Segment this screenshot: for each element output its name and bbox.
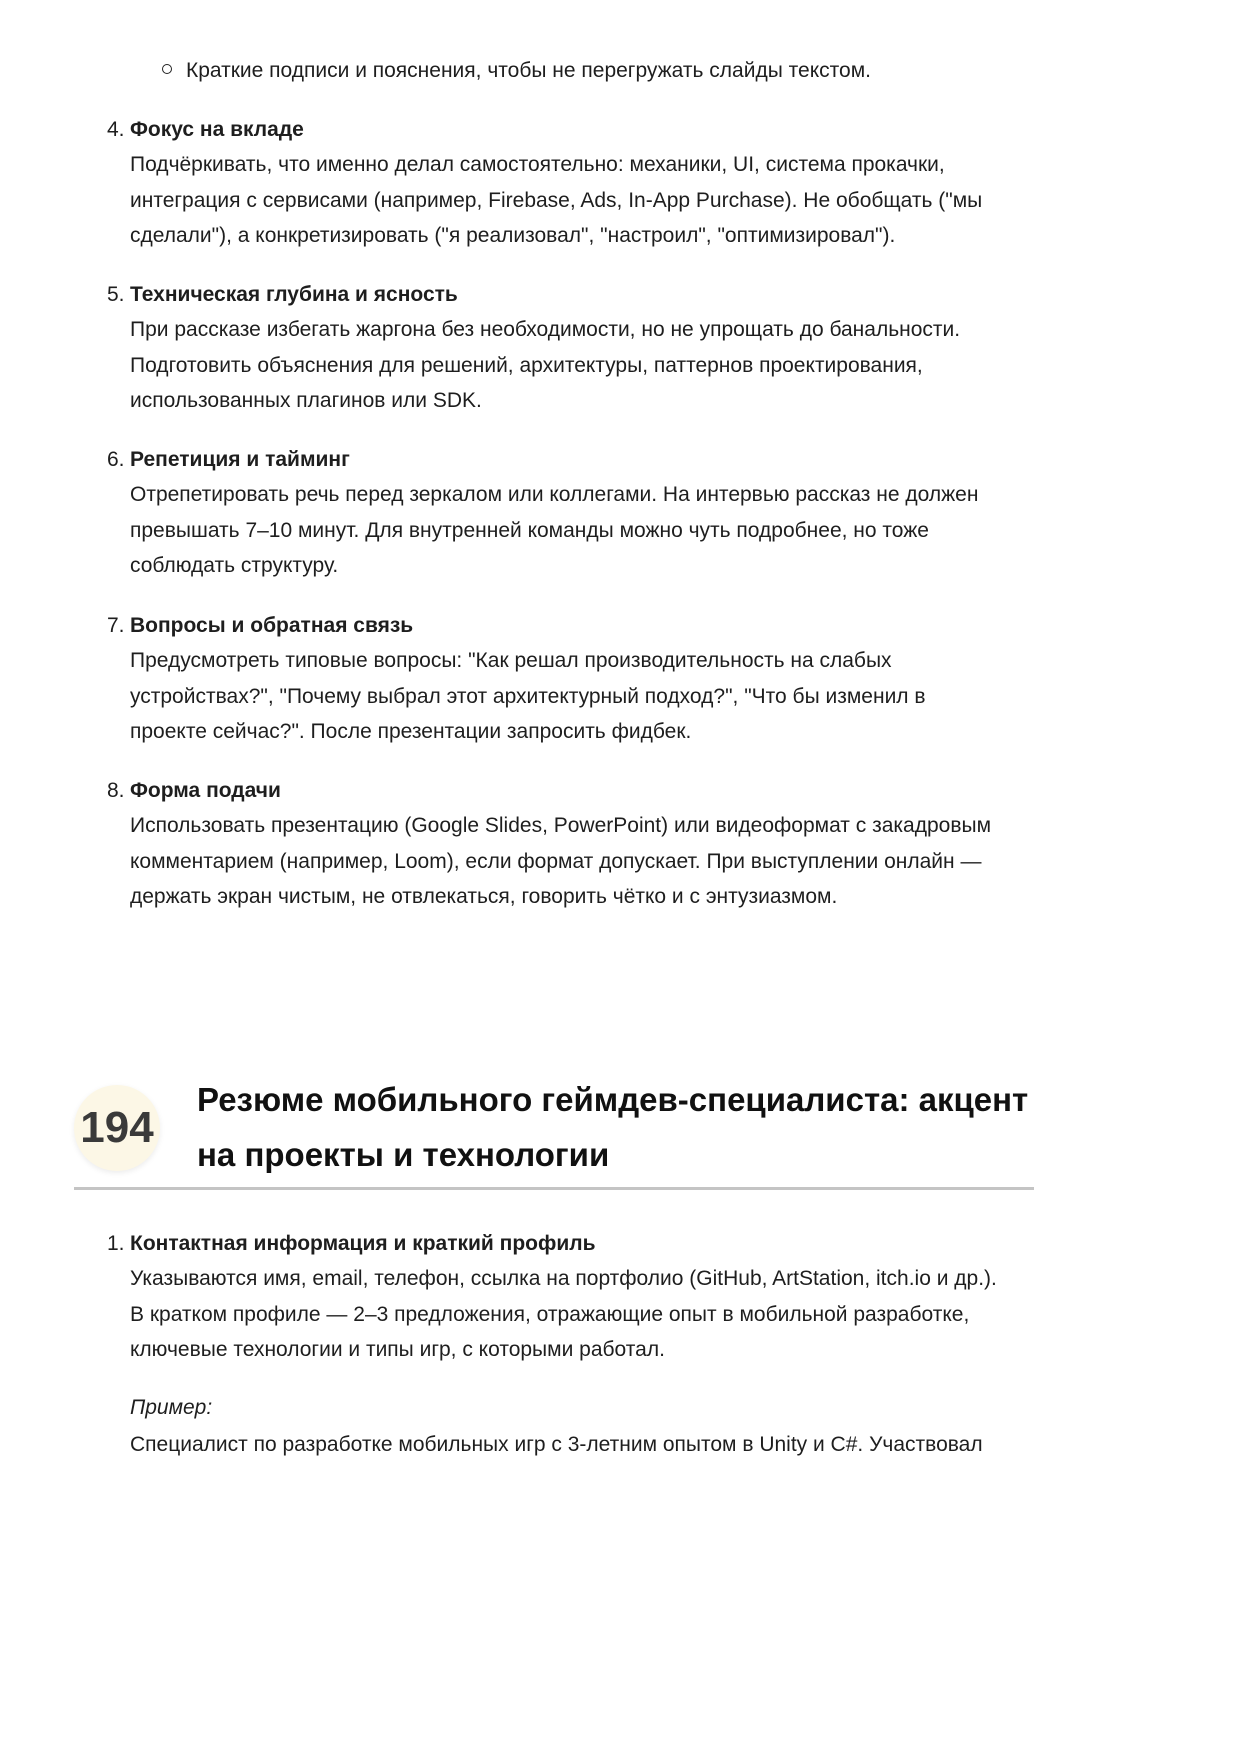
list-item-text-line: Подготовить объяснения для решений, архитектуры, паттернов проектирования, — [130, 353, 923, 377]
list-item-text-line: При рассказе избегать жаргона без необходимости, но не упрощать до банальности. — [130, 318, 961, 341]
example-label: Пример: — [130, 1396, 213, 1419]
list-item-title: Техническая глубина и ясность — [130, 283, 458, 306]
list-item-text-line: держать экран чистым, не отвлекаться, говорить чётко и с энтузиазмом. — [130, 885, 838, 909]
list-item-number: 4. — [107, 118, 125, 141]
list-item-number: 6. — [107, 448, 125, 471]
list-item-text-line: устройствах?", "Почему выбрал этот архитектурный подход?", "Что бы изменил в — [130, 684, 926, 708]
bullet-circle-icon — [162, 64, 172, 74]
list-item-number: 5. — [107, 283, 125, 306]
list-item-text-line: Предусмотреть типовые вопросы: "Как решал производительность на слабых — [130, 649, 892, 672]
list-item-text-line: ключевые технологии и типы игр, с которыми работал. — [130, 1338, 665, 1362]
list-item-text-line: сделали"), а конкретизировать ("я реализовал", "настроил", "оптимизировал"). — [130, 224, 896, 248]
section-number-badge: 194 — [74, 1085, 160, 1171]
section-divider — [74, 1187, 1034, 1190]
list-item-text-line: проекте сейчас?". После презентации запросить фидбек. — [130, 720, 692, 744]
bullet-text: Краткие подписи и пояснения, чтобы не перегружать слайды текстом. — [186, 59, 871, 82]
list-item-text-line: комментарием (например, Loom), если формат допускает. При выступлении онлайн — — [130, 849, 982, 873]
example-text: Специалист по разработке мобильных игр с 3-летним опытом в Unity и C#. Участвовал — [130, 1433, 983, 1456]
list-item-text-line: Указываются имя, email, телефон, ссылка на портфолио (GitHub, ArtStation, itch.io и др.). — [130, 1267, 997, 1290]
list-item-text-line: В кратком профиле — 2–3 предложения, отражающие опыт в мобильной разработке, — [130, 1302, 970, 1326]
list-item-title: Вопросы и обратная связь — [130, 614, 414, 637]
list-item-number: 7. — [107, 614, 125, 637]
list-item-text-line: Подчёркивать, что именно делал самостоятельно: механики, UI, система прокачки, — [130, 153, 945, 176]
list-item-text-line: интеграция с сервисами (например, Firebase, Ads, In-App Purchase). Не обобщать ("мы — [130, 188, 983, 212]
list-item-text-line: соблюдать структуру. — [130, 554, 339, 578]
list-item-title: Репетиция и тайминг — [130, 448, 350, 471]
list-item-title: Форма подачи — [130, 779, 281, 802]
section-title-line-1: Резюме мобильного геймдев-специалиста: акцент — [197, 1081, 1029, 1118]
list-item-text-line: Использовать презентацию (Google Slides, PowerPoint) или видеоформат с закадровым — [130, 814, 992, 837]
list-item-title: Контактная информация и краткий профиль — [130, 1232, 596, 1255]
list-item-number: 8. — [107, 779, 125, 802]
list-item-text-line: превышать 7–10 минут. Для внутренней команды можно чуть подробнее, но тоже — [130, 518, 929, 542]
list-item-text-line: использованных плагинов или SDK. — [130, 389, 482, 413]
list-item-title: Фокус на вкладе — [130, 118, 304, 141]
list-item-number: 1. — [107, 1232, 125, 1255]
section-title-line-2: на проекты и технологии — [197, 1136, 610, 1173]
list-item-text-line: Отрепетировать речь перед зеркалом или коллегами. На интервью рассказ не должен — [130, 483, 979, 506]
